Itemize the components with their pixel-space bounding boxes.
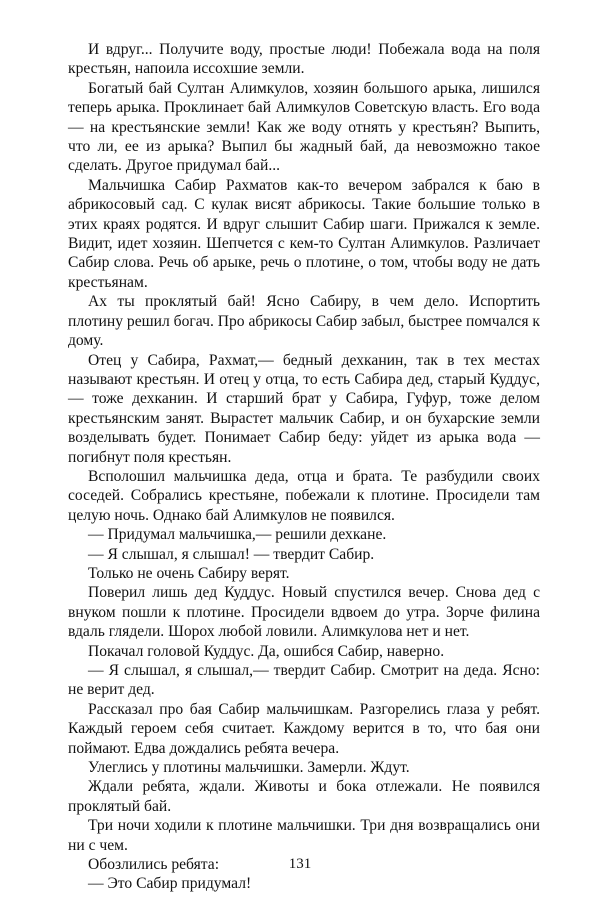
paragraph: Отец у Сабира, Рахмат,— бедный дехканин, так в тех местах называют крестьян. И отец у отца, то есть Сабира дед, старый Куддус,— тоже дехканин. И старший брат у Сабира, Гуфур, тоже делом крестьянским занят. Вырастет мальчик Сабир, и он бухарские земли возделывать будет. Понимает Сабир беду: уйдет из арыка вода — погибнут поля крестьян.	[68, 351, 540, 466]
paragraph: Всполошил мальчишка деда, отца и брата. Те разбудили своих соседей. Собрались крестьяне, побежали к плотине. Просидели там целую ночь. Однако бай Алимкулов не появился.	[68, 467, 540, 524]
paragraph: Улеглись у плотины мальчишки. Замерли. Ждут.	[88, 759, 410, 777]
paragraph: Три ночи ходили к плотине мальчишки. Три дня возвращались они ни с чем.	[68, 817, 540, 854]
paragraph: Покачал головой Куддус. Да, ошибся Сабир, наверно.	[88, 642, 445, 660]
page-number: 131	[288, 856, 312, 872]
paragraph: Обозлились ребята:	[88, 856, 220, 874]
paragraph: Только не очень Сабиру верят.	[88, 564, 290, 582]
paragraph: И вдруг... Получите воду, простые люди! Побежала вода на поля крестьян, напоила иссохшие земли.	[68, 41, 540, 78]
paragraph: — Я слышал, я слышал! — твердит Сабир.	[88, 545, 375, 563]
paragraph: Богатый бай Султан Алимкулов, хозяин большого арыка, лишился теперь арыка. Проклинает бай Алимкулов Советскую власть. Его вода — на крестьянские земли! Как же воду отнять у крестьян? Выпить, что ли, ее из арыка? Выпил бы жадный бай, да невозможно такое сделать. Другое придумал бай...	[68, 79, 540, 175]
page-text	[68, 40, 540, 894]
paragraph: Ах ты проклятый бай! Ясно Сабиру, в чем дело. Испортить плотину решил богач. Про абрикосы Сабир забыл, быстрее помчался к дому.	[68, 293, 540, 350]
paragraph: Мальчишка Сабир Рахматов как-то вечером забрался к баю в абрикосовый сад. С кулак висят абрикосы. Такие большие только в этих краях родятся. И вдруг слышит Сабир шаги. Прижался к земле. Видит, идет хозяин. Шепчется с кем-то Султан Алимкулов. Различает Сабир слова. Речь об арыке, речь о плотине, о том, чтобы воду не дать крестьянам.	[68, 176, 540, 291]
paragraph: Ждали ребята, ждали. Животы и бока отлежали. Не появился проклятый бай.	[68, 778, 540, 815]
paragraph: Поверил лишь дед Куддус. Новый спустился вечер. Снова дед с внуком пошли к плотине. Просидели вдвоем до утра. Зорче филина вдаль глядели. Шорох любой ловили. Алимкулова нет и нет.	[68, 584, 540, 641]
paragraph: Рассказал про бая Сабир мальчишкам. Разгорелись глаза у ребят. Каждый героем себя считает. Каждому верится в то, что бая они поймают. Едва дождались ребята вечера.	[68, 700, 540, 757]
paragraph: — Придумал мальчишка,— решили дехкане.	[88, 526, 387, 544]
paragraph: — Это Сабир придумал!	[88, 875, 252, 893]
paragraph: — Я слышал, я слышал,— твердит Сабир. Смотрит на деда. Ясно: не верит дед.	[68, 662, 540, 699]
